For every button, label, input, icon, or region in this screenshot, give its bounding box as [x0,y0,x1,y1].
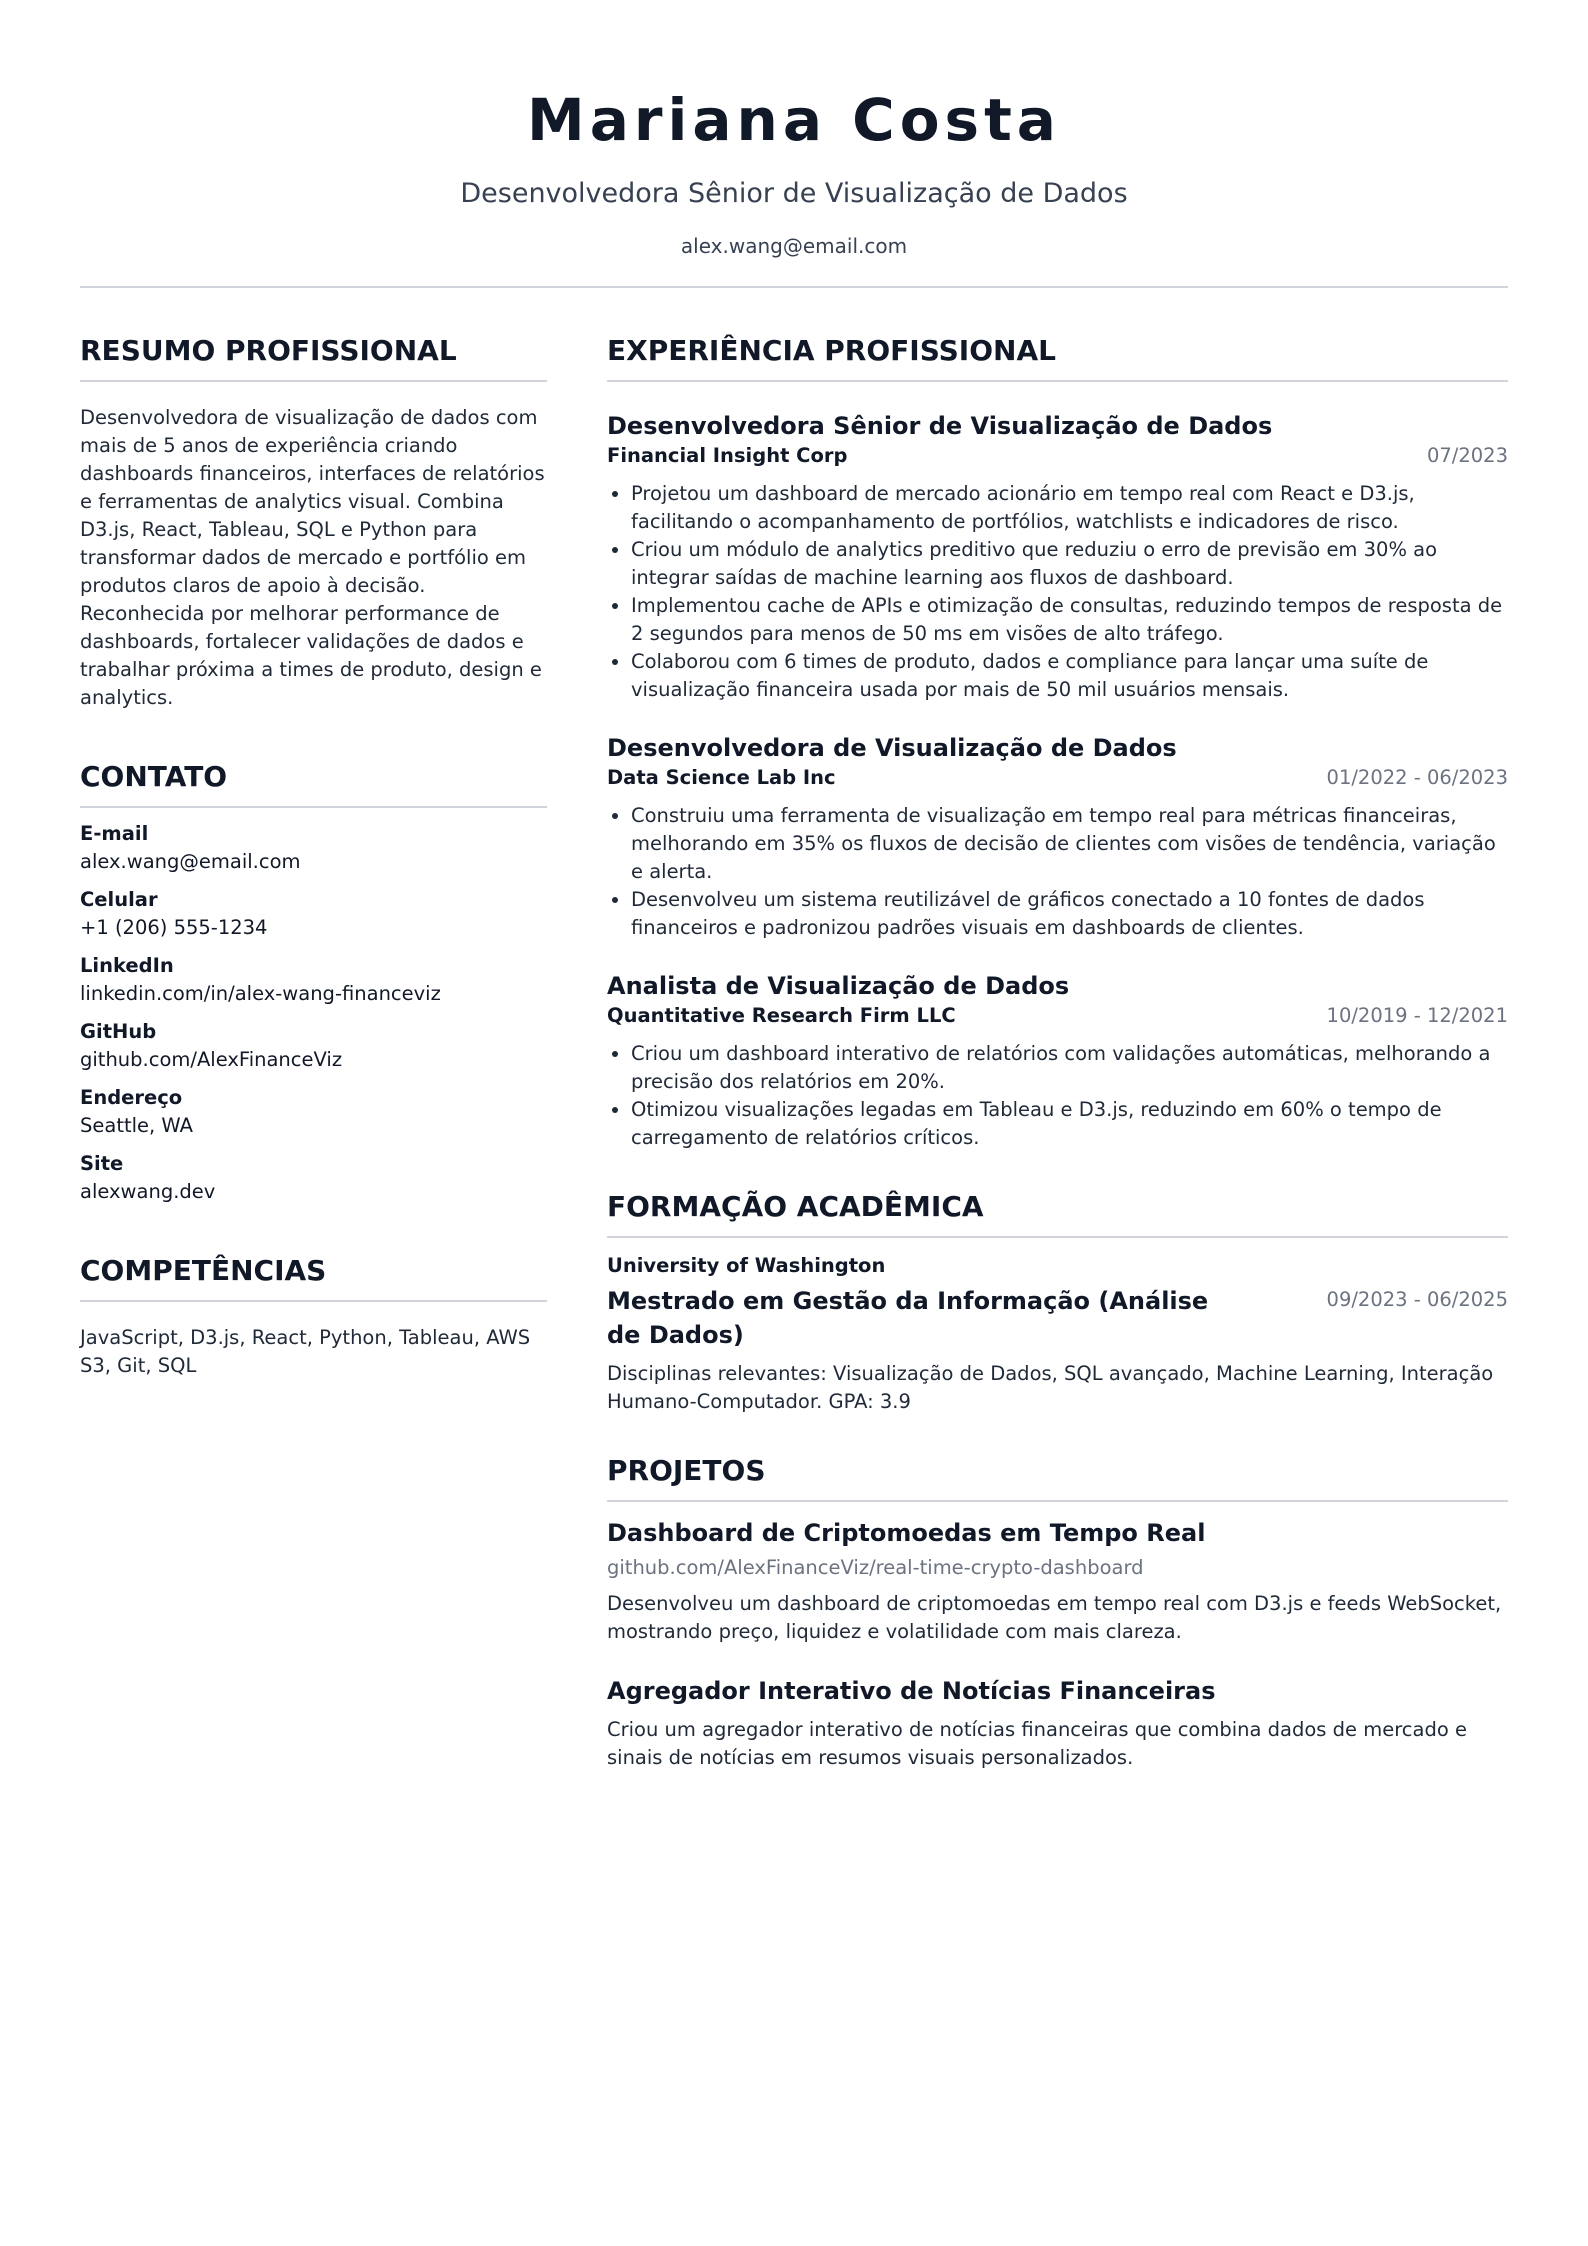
header-divider [80,286,1508,288]
contact-list [80,820,547,1206]
job-title: Desenvolvedora Sênior de Visualização de Dados [607,412,1273,440]
project-entry [607,1674,1508,1772]
skills-text: JavaScript, D3.js, React, Python, Tableau, AWS S3, Git, SQL [80,1326,531,1377]
project-title: Agregador Interativo de Notícias Financeiras [607,1677,1216,1705]
contact-item-github [80,1018,547,1074]
job-entry [607,410,1508,704]
job-company: Quantitative Research Firm LLC [607,1004,956,1027]
experience-title: EXPERIÊNCIA PROFISSIONAL [607,332,1508,382]
contact-item-email [80,820,547,876]
contact-title: CONTATO [80,758,547,808]
job-company: Data Science Lab Inc [607,766,836,789]
contact-label: GitHub [80,1020,157,1043]
contact-item-phone [80,886,547,942]
education-row [607,1284,1508,1352]
skills-title: COMPETÊNCIAS [80,1252,547,1302]
contact-linkedin-value[interactable]: linkedin.com/in/alex-wang-financeviz [80,982,441,1005]
contact-label: E-mail [80,822,149,845]
contact-item-site [80,1150,547,1206]
experience-section [607,332,1508,1152]
job-bullet: • Projetou um dashboard de mercado acionário em tempo real com React e D3.js, facilitando o acompanhamento de portfólios, watchlists e indicadores de risco. [631,480,1508,536]
candidate-headline: Desenvolvedora Sênior de Visualização de Dados [460,178,1128,209]
job-bullets [607,802,1508,942]
contact-site-value[interactable]: alexwang.dev [80,1180,216,1203]
job-bullet: • Construiu uma ferramenta de visualização em tempo real para métricas financeiras, melhorando em 35% os fluxos de decisão de clientes com visões de tendência, variação e alerta. [631,802,1508,886]
project-link[interactable]: github.com/AlexFinanceViz/real-time-crypto-dashboard [607,1556,1144,1579]
job-meta [607,1002,1508,1030]
education-date: 09/2023 - 06/2025 [1326,1288,1508,1311]
contact-github-value[interactable]: github.com/AlexFinanceViz [80,1048,343,1071]
job-company: Financial Insight Corp [607,444,848,467]
education-courses: Disciplinas relevantes: Visualização de Dados, SQL avançado, Machine Learning, Interação Humano-Computador. GPA: 3.9 [607,1362,1494,1413]
contact-email-value[interactable]: alex.wang@email.com [80,850,301,873]
project-entry [607,1516,1508,1646]
job-date: 10/2019 - 12/2021 [1326,1004,1508,1027]
education-title: FORMAÇÃO ACADÊMICA [607,1188,1508,1238]
job-bullet: • Colaborou com 6 times de produto, dados e compliance para lançar uma suíte de visualização financeira usada por mais de 50 mil usuários mensais. [631,648,1508,704]
job-title: Desenvolvedora de Visualização de Dados [607,734,1177,762]
summary-section [80,332,547,712]
contact-address-value: Seattle, WA [80,1114,193,1137]
job-meta [607,764,1508,792]
candidate-name: Mariana Costa [527,86,1061,154]
job-date: 01/2022 - 06/2023 [1326,766,1508,789]
resume-header [80,80,1508,288]
job-bullets [607,1040,1508,1152]
job-entry [607,970,1508,1152]
contact-label: Celular [80,888,158,911]
education-degree: Mestrado em Gestão da Informação (Análise de Dados) [607,1287,1209,1349]
contact-label: LinkedIn [80,954,174,977]
job-bullet: • Implementou cache de APIs e otimização de consultas, reduzindo tempos de resposta de 2 segundos para menos de 50 ms em visões de alto tráfego. [631,592,1508,648]
job-bullet: • Desenvolveu um sistema reutilizável de gráficos conectado a 10 fontes de dados financeiros e padronizou padrões visuais em dashboards de clientes. [631,886,1508,942]
job-entry [607,732,1508,942]
header-email: alex.wang@email.com [680,234,908,258]
resume-columns [80,332,1508,1808]
job-title: Analista de Visualização de Dados [607,972,1070,1000]
job-bullet: • Criou um módulo de analytics preditivo que reduziu o erro de previsão em 30% ao integrar saídas de machine learning aos fluxos de dashboard. [631,536,1508,592]
contact-label: Endereço [80,1086,183,1109]
job-bullet: • Criou um dashboard interativo de relatórios com validações automáticas, melhorando a precisão dos relatórios em 20%. [631,1040,1508,1096]
job-bullet: • Otimizou visualizações legadas em Tableau e D3.js, reduzindo em 60% o tempo de carregamento de relatórios críticos. [631,1096,1508,1152]
job-meta [607,442,1508,470]
right-column [607,332,1508,1808]
contact-item-address [80,1084,547,1140]
contact-label: Site [80,1152,124,1175]
summary-title: RESUMO PROFISSIONAL [80,332,547,382]
contact-section [80,758,547,1206]
education-school: University of Washington [607,1254,886,1277]
project-description: Desenvolveu um dashboard de criptomoedas em tempo real com D3.js e feeds WebSocket, mostrando preço, liquidez e volatilidade com mais clareza. [607,1592,1502,1643]
contact-phone-value[interactable]: +1 (206) 555-1234 [80,916,268,939]
job-date: 07/2023 [1426,444,1508,467]
summary-text: Desenvolvedora de visualização de dados com mais de 5 anos de experiência criando dashboards financeiros, interfaces de relatórios e ferramentas de analytics visual. Combina D3.js, React, Tableau, SQL e Python para transformar dados de mercado e portfólio em produtos claros de apoio à decisão. Reconhecida por melhorar performance de dashboards, fortalecer validações de dados e trabalhar próxima a times de produto, design e analytics. [80,406,545,709]
education-section [607,1188,1508,1416]
projects-title: PROJETOS [607,1452,1508,1502]
project-description: Criou um agregador interativo de notícias financeiras que combina dados de mercado e sinais de notícias em resumos visuais personalizados. [607,1718,1467,1769]
job-bullets [607,480,1508,704]
project-title: Dashboard de Criptomoedas em Tempo Real [607,1519,1206,1547]
contact-item-linkedin [80,952,547,1008]
skills-section [80,1252,547,1380]
left-column [80,332,547,1808]
projects-section [607,1452,1508,1772]
